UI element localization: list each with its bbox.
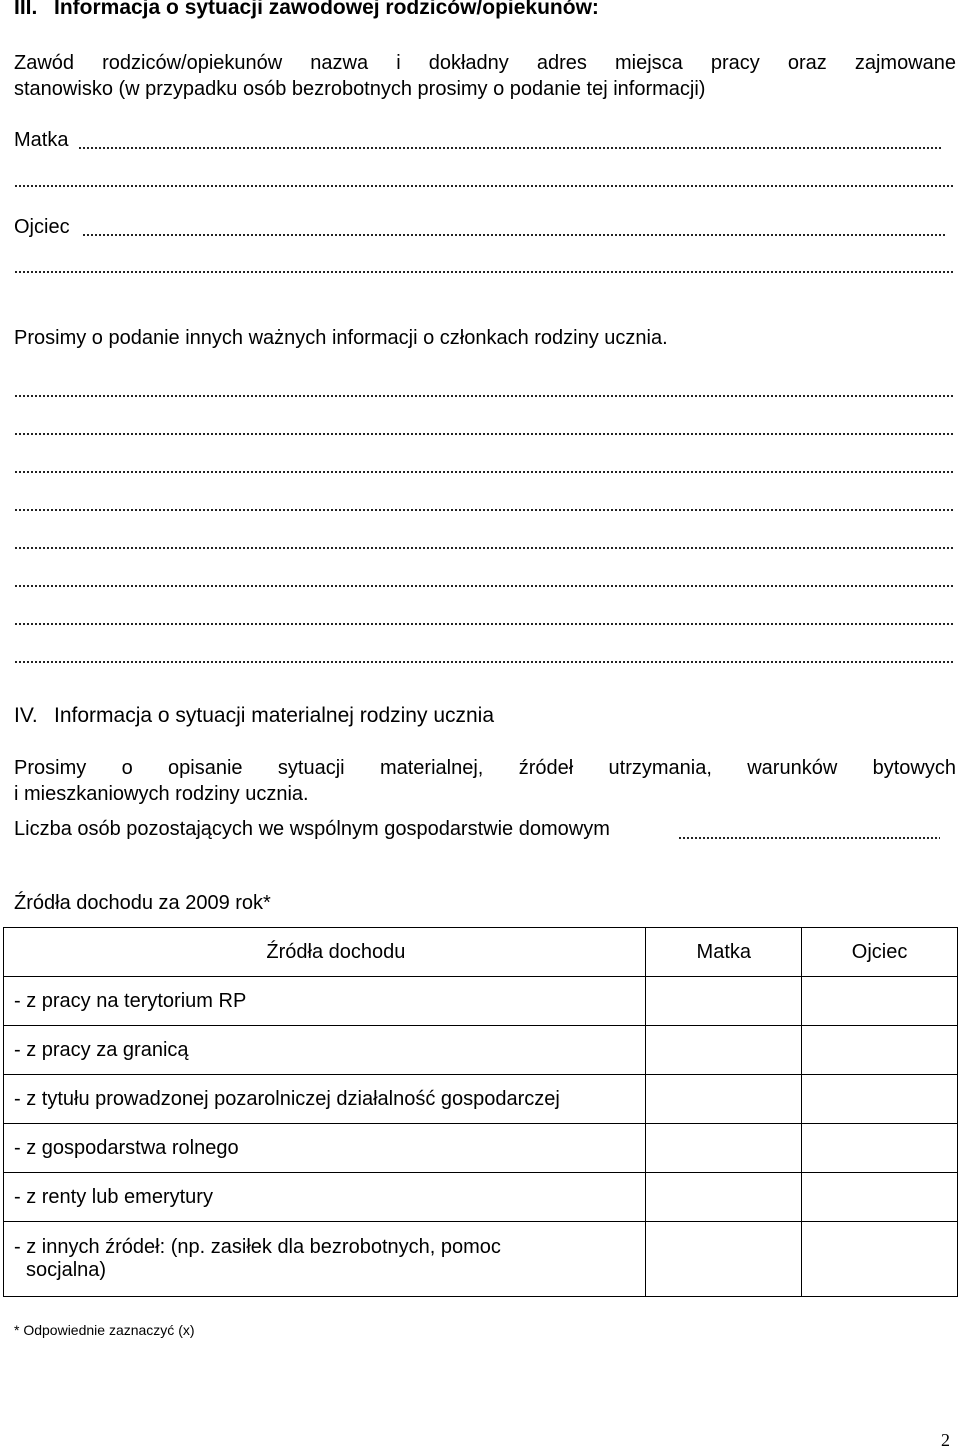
family-info-line-2[interactable] (14, 432, 954, 436)
household-size-label (14, 818, 610, 841)
section-3-instruction-line-1 (14, 52, 956, 75)
row-label-other-line-1: - z innych źródeł: (np. zasiłek dla bezrobotnych, pomoc (14, 1236, 501, 1258)
header-mother: Matka (646, 928, 802, 977)
page-number: 2 (941, 1430, 950, 1450)
header-income-sources: Źródła dochodu (4, 928, 646, 977)
family-info-line-7[interactable] (14, 622, 954, 626)
household-size-fill-line[interactable] (678, 836, 940, 840)
section-4-instruction-line-2: i mieszkaniowych rodziny ucznia. (14, 783, 309, 805)
cell-mother-work-rp[interactable] (646, 977, 802, 1026)
row-label-work-abroad: - z pracy za granicą (4, 1026, 646, 1075)
mother-fill-line-2[interactable] (14, 184, 954, 188)
row-label-other-line-2: socjalna) (26, 1259, 107, 1281)
family-info-line-1[interactable] (14, 394, 954, 398)
row-label-pension: - z renty lub emerytury (4, 1173, 646, 1222)
cell-mother-other[interactable] (646, 1222, 802, 1297)
table-header-row (4, 928, 958, 977)
father-fill-line-2[interactable] (14, 270, 954, 274)
family-info-line-5[interactable] (14, 546, 954, 550)
cell-father-business[interactable] (802, 1075, 958, 1124)
table-row (4, 1026, 958, 1075)
father-label: Ojciec (14, 216, 70, 238)
footnote: * Odpowiednie zaznaczyć (x) (14, 1322, 195, 1338)
family-info-line-8[interactable] (14, 660, 954, 664)
cell-mother-pension[interactable] (646, 1173, 802, 1222)
section-3-instruction-line-2: stanowisko (w przypadku osób bezrobotnych prosimy o podanie tej informacji) (14, 78, 706, 100)
income-sources-table (3, 927, 958, 1297)
family-info-line-4[interactable] (14, 508, 954, 512)
household-label-rest: pozostających we wspólnym gospodarstwie domowym (120, 818, 610, 840)
cell-father-work-rp[interactable] (802, 977, 958, 1026)
section-4-title-text: Informacja o sytuacji materialnej rodziny ucznia (54, 704, 495, 727)
section-3-number: III. (14, 0, 38, 19)
cell-mother-business[interactable] (646, 1075, 802, 1124)
income-heading: Źródła dochodu za 2009 rok* (14, 892, 271, 914)
father-fill-line-1[interactable] (82, 233, 947, 237)
section-3-title-text: Informacja o sytuacji zawodowej rodziców/opiekunów: (54, 0, 599, 19)
table-row (4, 977, 958, 1026)
cell-father-work-abroad[interactable] (802, 1026, 958, 1075)
table-row (4, 1173, 958, 1222)
instruction-text-3: Prosimy o opisanie sytuacji materialnej, źródeł utrzymania, warunków bytowych (14, 757, 956, 779)
row-label-farm: - z gospodarstwa rolnego (4, 1124, 646, 1173)
section-4-instruction-line-1 (14, 757, 956, 780)
instruction-text-1: Zawód rodziców/opiekunów nazwa i dokładny adres miejsca pracy oraz zajmowane (14, 52, 956, 74)
family-info-prompt: Prosimy o podanie innych ważnych informacji o członkach rodziny ucznia. (14, 327, 668, 349)
row-label-work-rp: - z pracy na terytorium RP (4, 977, 646, 1026)
header-father: Ojciec (802, 928, 958, 977)
family-info-line-6[interactable] (14, 584, 954, 588)
cell-father-other[interactable] (802, 1222, 958, 1297)
mother-label: Matka (14, 129, 69, 151)
cell-mother-work-abroad[interactable] (646, 1026, 802, 1075)
family-info-line-3[interactable] (14, 470, 954, 474)
row-label-other (4, 1222, 646, 1297)
cell-mother-farm[interactable] (646, 1124, 802, 1173)
mother-fill-line-1[interactable] (78, 146, 943, 150)
table-row (4, 1124, 958, 1173)
table-row (4, 1222, 958, 1297)
table-row (4, 1075, 958, 1124)
section-4-title (14, 704, 494, 728)
section-3-title (14, 0, 599, 20)
cell-father-pension[interactable] (802, 1173, 958, 1222)
section-4-number: IV. (14, 704, 38, 727)
cell-father-farm[interactable] (802, 1124, 958, 1173)
household-label-bold: Liczba osób (14, 818, 121, 840)
row-label-business: - z tytułu prowadzonej pozarolniczej działalność gospodarczej (4, 1075, 646, 1124)
